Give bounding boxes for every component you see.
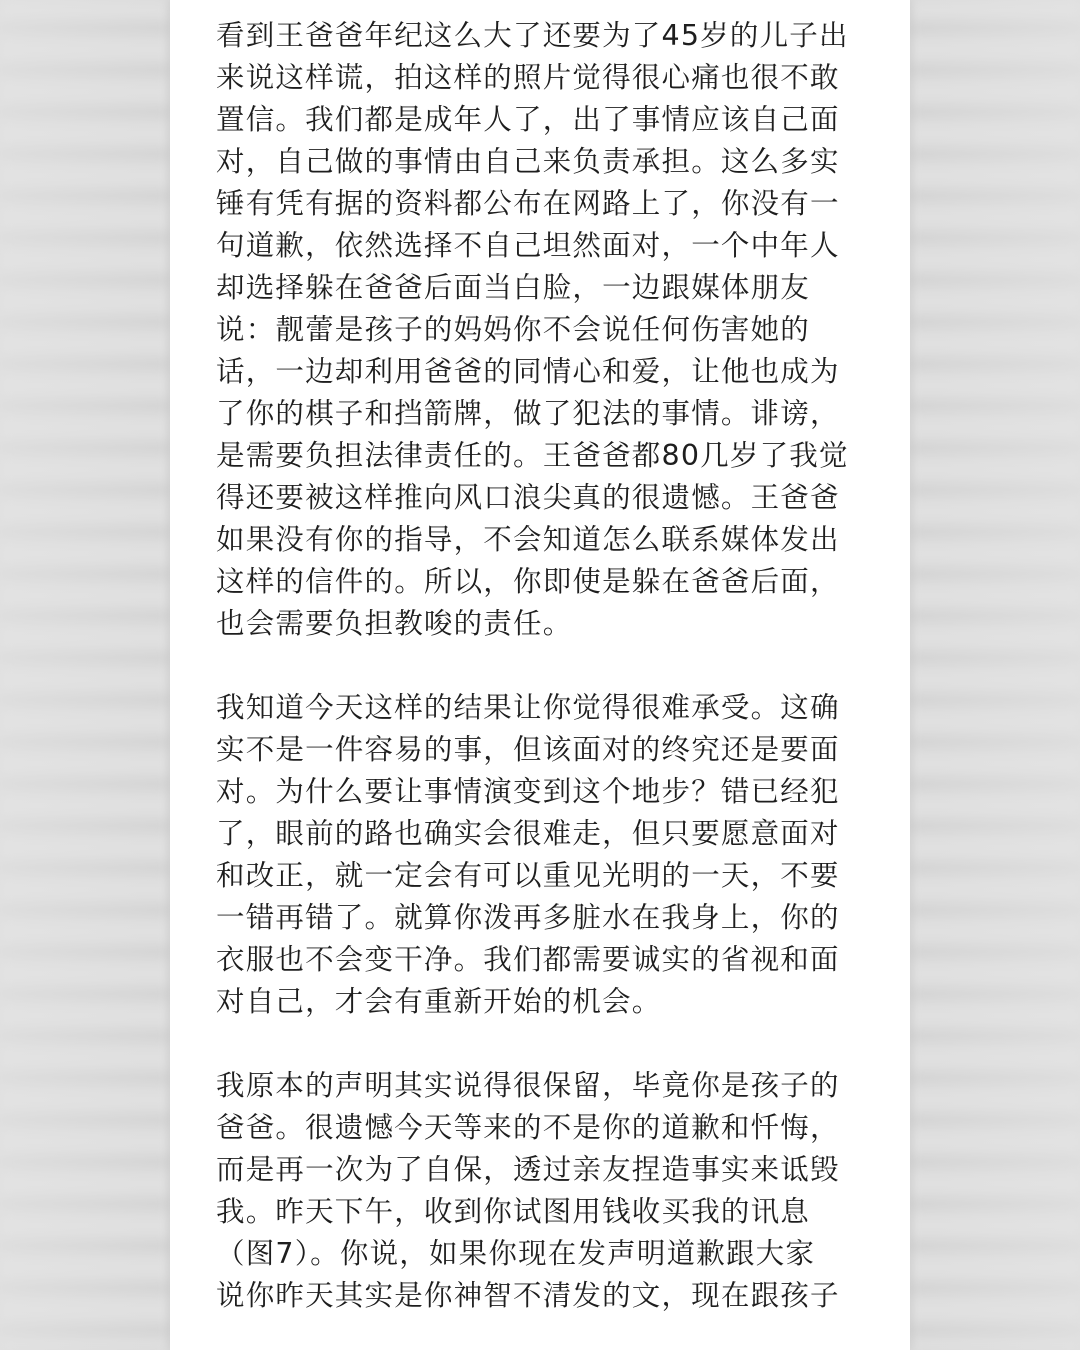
text-line: 话，一边却利用爸爸的同情心和爱，让他也成为 (216, 355, 840, 388)
text-line: 实不是一件容易的事，但该面对的终究还是要面 (216, 733, 840, 766)
text-line: 也会需要负担教唆的责任。 (216, 607, 573, 640)
text-line: 爸爸。很遗憾今天等来的不是你的道歉和忏悔， (216, 1111, 840, 1144)
text-line: 句道歉，依然选择不自己坦然面对，一个中年人 (216, 229, 840, 262)
text-line: 对。为什么要让事情演变到这个地步？错已经犯 (216, 775, 840, 808)
text-line: 衣服也不会变干净。我们都需要诚实的省视和面 (216, 943, 840, 976)
document-page (170, 0, 910, 1350)
paragraph-3 (216, 1065, 876, 1317)
text-line: （图7）。你说，如果你现在发声明道歉跟大家 (216, 1237, 816, 1270)
text-line: 却选择躲在爸爸后面当白脸，一边跟媒体朋友 (216, 271, 811, 304)
text-line: 是需要负担法律责任的。王爸爸都80几岁了我觉 (216, 439, 849, 472)
backdrop-shade-right (910, 0, 1080, 1350)
text-line: 了你的棋子和挡箭牌，做了犯法的事情。诽谤， (216, 397, 840, 430)
text-line: 说你昨天其实是你神智不清发的文，现在跟孩子 (216, 1279, 840, 1312)
statement-text[interactable] (216, 15, 876, 1317)
text-line: 来说这样谎，拍这样的照片觉得很心痛也很不敢 (216, 61, 840, 94)
paragraph-1 (216, 15, 876, 645)
text-line: 我知道今天这样的结果让你觉得很难承受。这确 (216, 691, 840, 724)
text-line: 锤有凭有据的资料都公布在网路上了，你没有一 (216, 187, 840, 220)
text-line: 我。昨天下午，收到你试图用钱收买我的讯息 (216, 1195, 811, 1228)
text-line: 和改正，就一定会有可以重见光明的一天，不要 (216, 859, 840, 892)
text-line: 了，眼前的路也确实会很难走，但只要愿意面对 (216, 817, 840, 850)
backdrop-shade-left (0, 0, 170, 1350)
text-line: 置信。我们都是成年人了，出了事情应该自己面 (216, 103, 840, 136)
paragraph-2 (216, 687, 876, 1023)
text-line: 而是再一次为了自保，透过亲友捏造事实来诋毁 (216, 1153, 840, 1186)
text-line: 对，自己做的事情由自己来负责承担。这么多实 (216, 145, 840, 178)
paragraph-spacer (216, 645, 876, 687)
text-line: 对自己，才会有重新开始的机会。 (216, 985, 662, 1018)
text-line: 得还要被这样推向风口浪尖真的很遗憾。王爸爸 (216, 481, 840, 514)
text-line: 如果没有你的指导，不会知道怎么联系媒体发出 (216, 523, 840, 556)
paragraph-spacer (216, 1023, 876, 1065)
text-line: 一错再错了。就算你泼再多脏水在我身上，你的 (216, 901, 840, 934)
text-line: 说：靓蕾是孩子的妈妈你不会说任何伤害她的 (216, 313, 811, 346)
text-line: 这样的信件的。所以，你即使是躲在爸爸后面， (216, 565, 840, 598)
text-line: 我原本的声明其实说得很保留，毕竟你是孩子的 (216, 1069, 840, 1102)
text-line: 看到王爸爸年纪这么大了还要为了45岁的儿子出 (216, 19, 849, 52)
